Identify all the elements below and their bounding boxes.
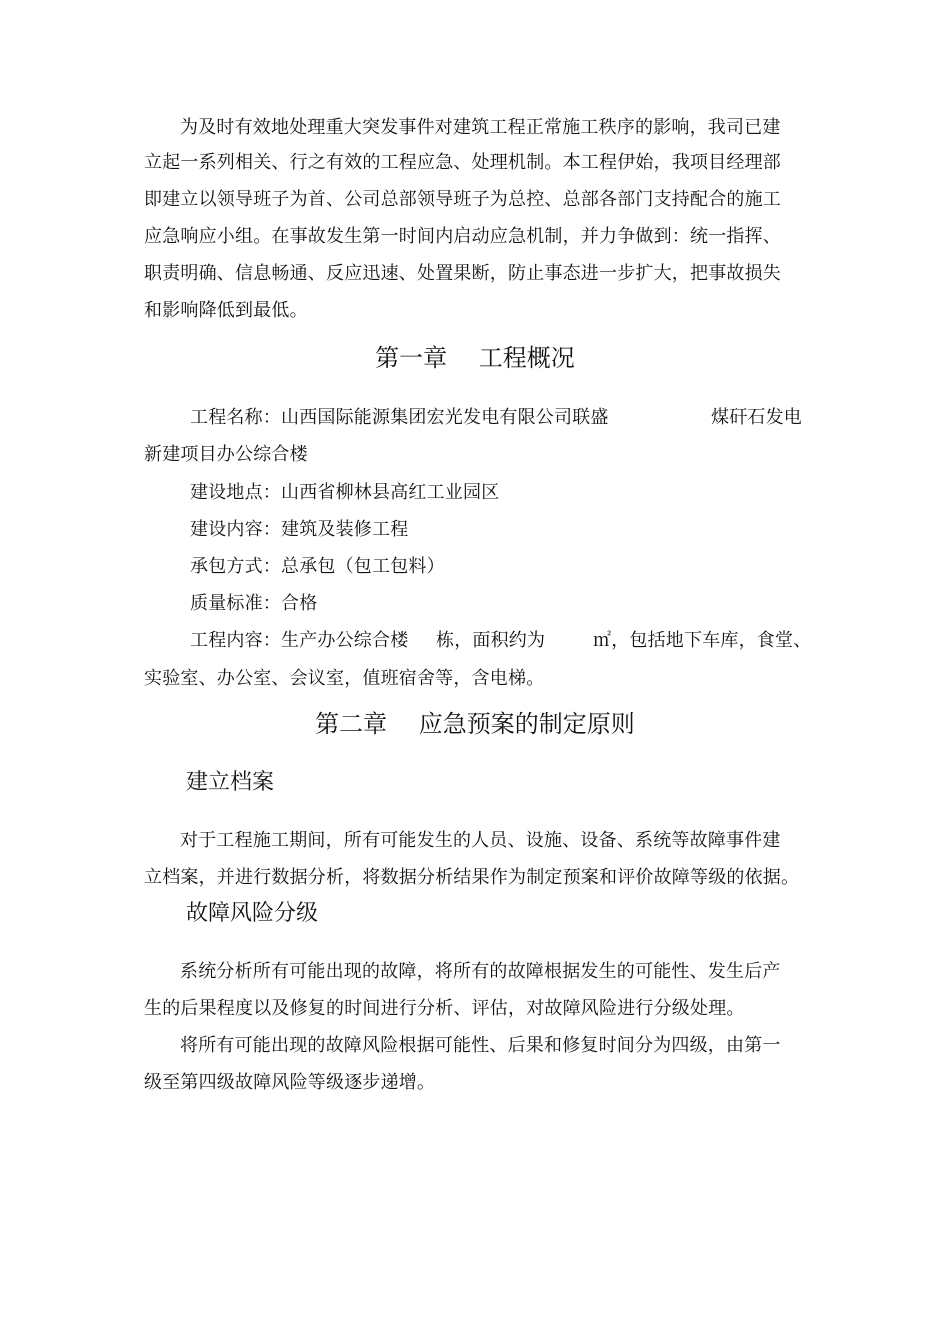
risk-line-2: 生的后果程度以及修复的时间进行分析、评估，对故障风险进行分级处理。 — [144, 998, 745, 1019]
intro-line-5: 职责明确、信息畅通、反应迅速、处置果断，防止事态进一步扩大，把事故损失 — [144, 263, 781, 284]
project-contract: 承包方式：总承包（包工包料） — [190, 556, 445, 577]
risk-line-3: 将所有可能出现的故障风险根据可能性、后果和修复时间分为四级，由第一 — [180, 1035, 781, 1056]
project-name-line — [190, 405, 609, 431]
risk-line-1: 系统分析所有可能出现的故障，将所有的故障根据发生的可能性、发生后产 — [180, 961, 781, 982]
risk-line-4: 级至第四级故障风险等级逐步递增。 — [144, 1072, 436, 1093]
project-name-suffix: 煤矸石发电 — [711, 407, 802, 428]
archive-line-2: 立档案，并进行数据分析，将数据分析结果作为制定预案和评价故障等级的依据。 — [144, 867, 800, 888]
project-scope-c: ㎡，包括地下车库，食堂、 — [593, 630, 812, 651]
project-scope-b: 栋，面积约为 — [436, 630, 546, 651]
intro-line-4: 应急响应小组。在事故发生第一时间内启动应急机制，并力争做到：统一指挥、 — [144, 226, 781, 247]
intro-line-3: 即建立以领导班子为首、公司总部领导班子为总控、总部各部门支持配合的施工 — [144, 189, 781, 210]
section-archive-title: 建立档案 — [186, 770, 275, 795]
archive-line-1: 对于工程施工期间，所有可能发生的人员、设施、设备、系统等故障事件建 — [180, 830, 781, 851]
chapter-2-title: 第二章 应急预案的制定原则 — [315, 710, 635, 738]
project-quality: 质量标准：合格 — [190, 593, 318, 614]
project-location: 建设地点：山西省柳林县高红工业园区 — [190, 482, 500, 503]
project-name-continued: 新建项目办公综合楼 — [144, 444, 308, 465]
chapter-1-title: 第一章 工程概况 — [375, 344, 575, 372]
intro-line-6: 和影响降低到最低。 — [144, 300, 308, 321]
intro-line-2: 立起一系列相关、行之有效的工程应急、处理机制。本工程伊始，我项目经理部 — [144, 152, 781, 173]
project-name-label: 工程名称：山西国际能源集团宏光发电有限公司联盛 — [190, 407, 609, 428]
project-content: 建设内容：建筑及装修工程 — [190, 519, 409, 540]
project-scope-a: 工程内容：生产办公综合楼 — [190, 630, 409, 651]
intro-line-1: 为及时有效地处理重大突发事件对建筑工程正常施工秩序的影响，我司已建 — [180, 117, 781, 138]
project-scope-d: 实验室、办公室、会议室，值班宿舍等，含电梯。 — [144, 668, 545, 689]
section-risk-title: 故障风险分级 — [186, 901, 319, 926]
